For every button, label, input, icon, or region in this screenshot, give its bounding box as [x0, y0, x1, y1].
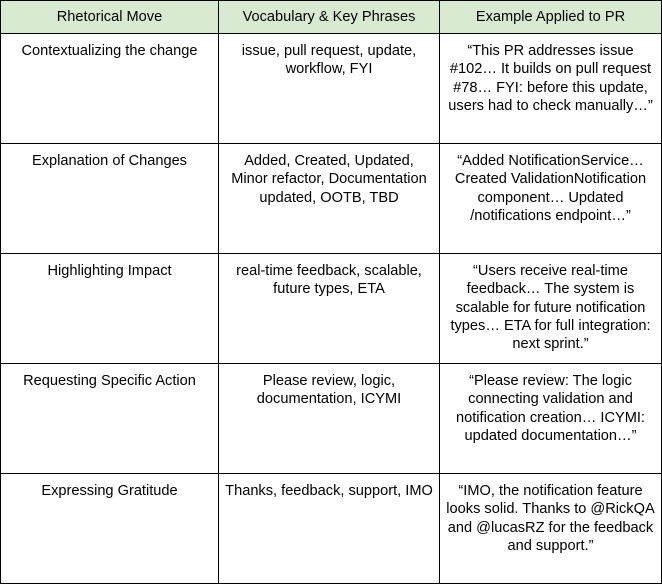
example-cell: “Please review: The logic connecting validation and notification creation… ICYMI: updated documentation…”: [440, 364, 662, 474]
example-cell: “Users receive real-time feedback… The system is scalable for future notification types… ETA for full integration: next sprint.”: [440, 254, 662, 364]
table-row: [1, 144, 662, 254]
vocab-cell: real-time feedback, scalable, future types, ETA: [219, 254, 440, 364]
example-cell: “IMO, the notification feature looks solid. Thanks to @RickQA and @lucasRZ for the feedback and support.”: [440, 474, 662, 584]
example-cell: “This PR addresses issue #102… It builds on pull request #78… FYI: before this update, users had to check manually…”: [440, 34, 662, 144]
vocab-cell: issue, pull request, update, workflow, FYI: [219, 34, 440, 144]
example-cell: “Added NotificationService… Created ValidationNotification component… Updated /notifications endpoint…”: [440, 144, 662, 254]
header-rhetorical-move: Rhetorical Move: [1, 1, 219, 34]
move-cell: Requesting Specific Action: [1, 364, 219, 474]
header-example: Example Applied to PR: [440, 1, 662, 34]
move-cell: Highlighting Impact: [1, 254, 219, 364]
table-row: [1, 474, 662, 584]
header-vocabulary: Vocabulary & Key Phrases: [219, 1, 440, 34]
table-row: [1, 254, 662, 364]
move-cell: Contextualizing the change: [1, 34, 219, 144]
move-cell: Expressing Gratitude: [1, 474, 219, 584]
vocab-cell: Thanks, feedback, support, IMO: [219, 474, 440, 584]
table-row: [1, 364, 662, 474]
vocab-cell: Added, Created, Updated, Minor refactor, Documentation updated, OOTB, TBD: [219, 144, 440, 254]
header-row: [1, 1, 662, 34]
move-cell: Explanation of Changes: [1, 144, 219, 254]
table-row: [1, 34, 662, 144]
vocab-cell: Please review, logic, documentation, ICYMI: [219, 364, 440, 474]
